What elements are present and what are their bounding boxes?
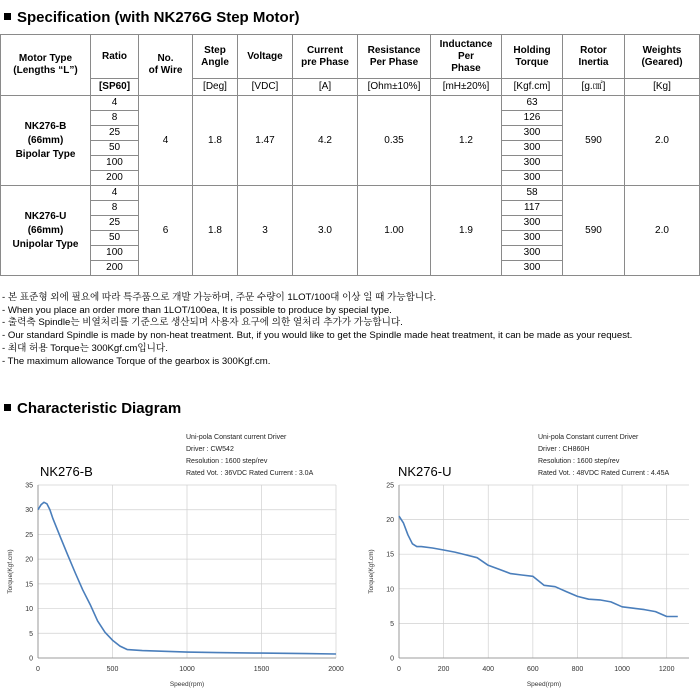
- info-line: Rated Vot. : 36VDC Rated Current : 3.0A: [186, 470, 314, 477]
- ratio-cell: 8: [91, 201, 139, 216]
- y-tick-label: 20: [386, 517, 394, 525]
- x-tick-label: 0: [397, 666, 401, 673]
- y-tick-label: 5: [390, 620, 394, 628]
- note-line: - 본 표준형 외에 필요에 따라 특주품으로 개발 가능하며, 주문 수량이 1LOT/100대 이상 일 때 가능합니다.: [2, 292, 437, 303]
- voltage-cell: 1.47: [238, 96, 293, 186]
- x-tick-label: 800: [571, 666, 584, 673]
- chart-nk276-b: [0, 430, 350, 700]
- info-line: Driver : CH860H: [538, 446, 590, 453]
- unit-cell: [mH±20%]: [431, 79, 502, 96]
- ratio-cell: 100: [91, 246, 139, 261]
- resistance-cell: 1.00: [358, 186, 431, 276]
- inductance-cell: 1.9: [431, 186, 502, 276]
- diagram-section-title: [4, 400, 181, 417]
- holding-torque-cell: 58: [502, 186, 563, 201]
- ratio-cell: 8: [91, 111, 139, 126]
- spec-section-title: [4, 9, 300, 26]
- x-tick-label: 2000: [328, 666, 344, 673]
- x-tick-label: 1000: [179, 666, 195, 673]
- ratio-cell: 50: [91, 231, 139, 246]
- holding-torque-cell: 300: [502, 171, 563, 186]
- x-axis-label: Speed(rpm): [169, 681, 205, 688]
- wires-cell: 6: [139, 186, 193, 276]
- y-tick-label: 0: [29, 655, 33, 663]
- note-line: - 최대 허용 Torque는 300Kgf.cm입니다.: [2, 342, 168, 354]
- x-axis-label: Speed(rpm): [526, 681, 562, 688]
- header-cell: Ratio: [91, 35, 139, 79]
- current-cell: 4.2: [293, 96, 358, 186]
- voltage-cell: 3: [238, 186, 293, 276]
- y-tick-label: 15: [25, 581, 33, 589]
- x-tick-label: 1200: [658, 666, 675, 673]
- x-tick-label: 0: [36, 666, 40, 673]
- holding-torque-cell: 300: [502, 141, 563, 156]
- diagram-title-text: Characteristic Diagram: [17, 400, 182, 417]
- step-angle-cell: 1.8: [193, 96, 238, 186]
- holding-torque-cell: 63: [502, 96, 563, 111]
- y-tick-label: 5: [29, 630, 33, 638]
- chart-plot: [0, 430, 350, 700]
- y-axis-label: Torque(Kgf.cm): [368, 549, 375, 594]
- note-line: - Our standard Spindle is made by non-heat treatment. But, if you would like to get the Spindle made heat treatment, it can be made as your request.: [2, 330, 633, 342]
- y-tick-label: 35: [25, 482, 33, 490]
- note-line: - 출력축 Spindle는 비열처리를 기준으로 생산되며 사용자 요구에 의한 열처리 추가가 가능합니다.: [2, 317, 403, 329]
- holding-torque-cell: 300: [502, 261, 563, 276]
- holding-torque-cell: 300: [502, 246, 563, 261]
- info-line: Driver : CW542: [186, 446, 234, 453]
- ratio-cell: 100: [91, 156, 139, 171]
- resistance-cell: 0.35: [358, 96, 431, 186]
- x-tick-label: 600: [527, 666, 539, 673]
- holding-torque-cell: 300: [502, 126, 563, 141]
- x-tick-label: 200: [437, 666, 450, 673]
- unit-cell: [g.㎠]: [563, 79, 625, 96]
- x-tick-label: 400: [482, 666, 495, 673]
- unit-cell: [Kg]: [625, 79, 700, 96]
- weight-cell: 2.0: [625, 96, 700, 186]
- x-tick-label: 1000: [614, 666, 630, 673]
- info-line: Rated Vot. : 48VDC Rated Current : 4.45A: [538, 470, 670, 477]
- step-angle-cell: 1.8: [193, 186, 238, 276]
- ratio-cell: 200: [91, 171, 139, 186]
- note-line: - When you place an order more than 1LOT/100ea, It is possible to produce by special type.: [2, 304, 392, 316]
- y-axis-label: Torque(Kgf.cm): [7, 549, 14, 594]
- torque-series-line: [399, 516, 678, 616]
- header-cell: Step Angle: [193, 35, 238, 79]
- y-tick-label: 10: [25, 606, 33, 614]
- table-row: [1, 186, 700, 201]
- ratio-cell: 4: [91, 186, 139, 201]
- info-line: Resolution : 1600 step/rev: [538, 458, 620, 465]
- y-tick-label: 30: [25, 507, 33, 515]
- x-tick-label: 1500: [253, 666, 270, 673]
- header-cell: Motor Type (Lengths “L”): [1, 35, 91, 96]
- unit-cell: [VDC]: [238, 79, 293, 96]
- unit-cell: [SP60]: [91, 79, 139, 96]
- y-tick-label: 20: [25, 556, 33, 564]
- header-cell: Weights (Geared): [625, 35, 700, 79]
- unit-cell: [Ohm±10%]: [358, 79, 431, 96]
- header-cell: Inductance Per Phase: [431, 35, 502, 79]
- header-cell: Holding Torque: [502, 35, 563, 79]
- holding-torque-cell: 300: [502, 216, 563, 231]
- info-line: Uni-pola Constant current Driver: [538, 434, 639, 441]
- current-cell: 3.0: [293, 186, 358, 276]
- spec-table: [0, 34, 700, 276]
- wires-cell: 4: [139, 96, 193, 186]
- info-line: Resolution : 1600 step/rev: [186, 458, 268, 465]
- chart-nk276-u: [352, 430, 700, 700]
- ratio-cell: 50: [91, 141, 139, 156]
- chart-title: NK276-U: [398, 464, 452, 479]
- bullet-square-icon: [4, 13, 11, 20]
- holding-torque-cell: 300: [502, 156, 563, 171]
- motor-type-cell: NK276-U (66mm) Unipolar Type: [1, 186, 91, 276]
- holding-torque-cell: 126: [502, 111, 563, 126]
- y-tick-label: 0: [390, 655, 394, 663]
- unit-cell: [Kgf.cm]: [502, 79, 563, 96]
- ratio-cell: 25: [91, 216, 139, 231]
- bullet-square-icon: [4, 404, 11, 411]
- inductance-cell: 1.2: [431, 96, 502, 186]
- ratio-cell: 25: [91, 126, 139, 141]
- info-line: Uni-pola Constant current Driver: [186, 434, 287, 441]
- y-tick-label: 25: [386, 482, 394, 490]
- header-cell: Rotor Inertia: [563, 35, 625, 79]
- header-cell: Current pre Phase: [293, 35, 358, 79]
- spec-title-text: Specification (with NK276G Step Motor): [17, 9, 300, 26]
- table-row: [1, 96, 700, 111]
- header-cell: Resistance Per Phase: [358, 35, 431, 79]
- header-cell: Voltage: [238, 35, 293, 79]
- chart-title: NK276-B: [40, 464, 93, 479]
- ratio-cell: 4: [91, 96, 139, 111]
- x-tick-label: 500: [106, 666, 119, 673]
- y-tick-label: 10: [386, 586, 394, 594]
- unit-cell: [Deg]: [193, 79, 238, 96]
- unit-cell: [A]: [293, 79, 358, 96]
- note-line: - The maximum allowance Torque of the gearbox is 300Kgf.cm.: [2, 355, 271, 367]
- rotor-inertia-cell: 590: [563, 96, 625, 186]
- holding-torque-cell: 117: [502, 201, 563, 216]
- y-tick-label: 25: [25, 531, 33, 539]
- motor-type-cell: NK276-B (66mm) Bipolar Type: [1, 96, 91, 186]
- weight-cell: 2.0: [625, 186, 700, 276]
- rotor-inertia-cell: 590: [563, 186, 625, 276]
- header-cell: No. of Wire: [139, 35, 193, 96]
- holding-torque-cell: 300: [502, 231, 563, 246]
- chart-plot: [352, 430, 700, 700]
- spec-notes: [2, 292, 632, 368]
- y-tick-label: 15: [386, 551, 394, 559]
- ratio-cell: 200: [91, 261, 139, 276]
